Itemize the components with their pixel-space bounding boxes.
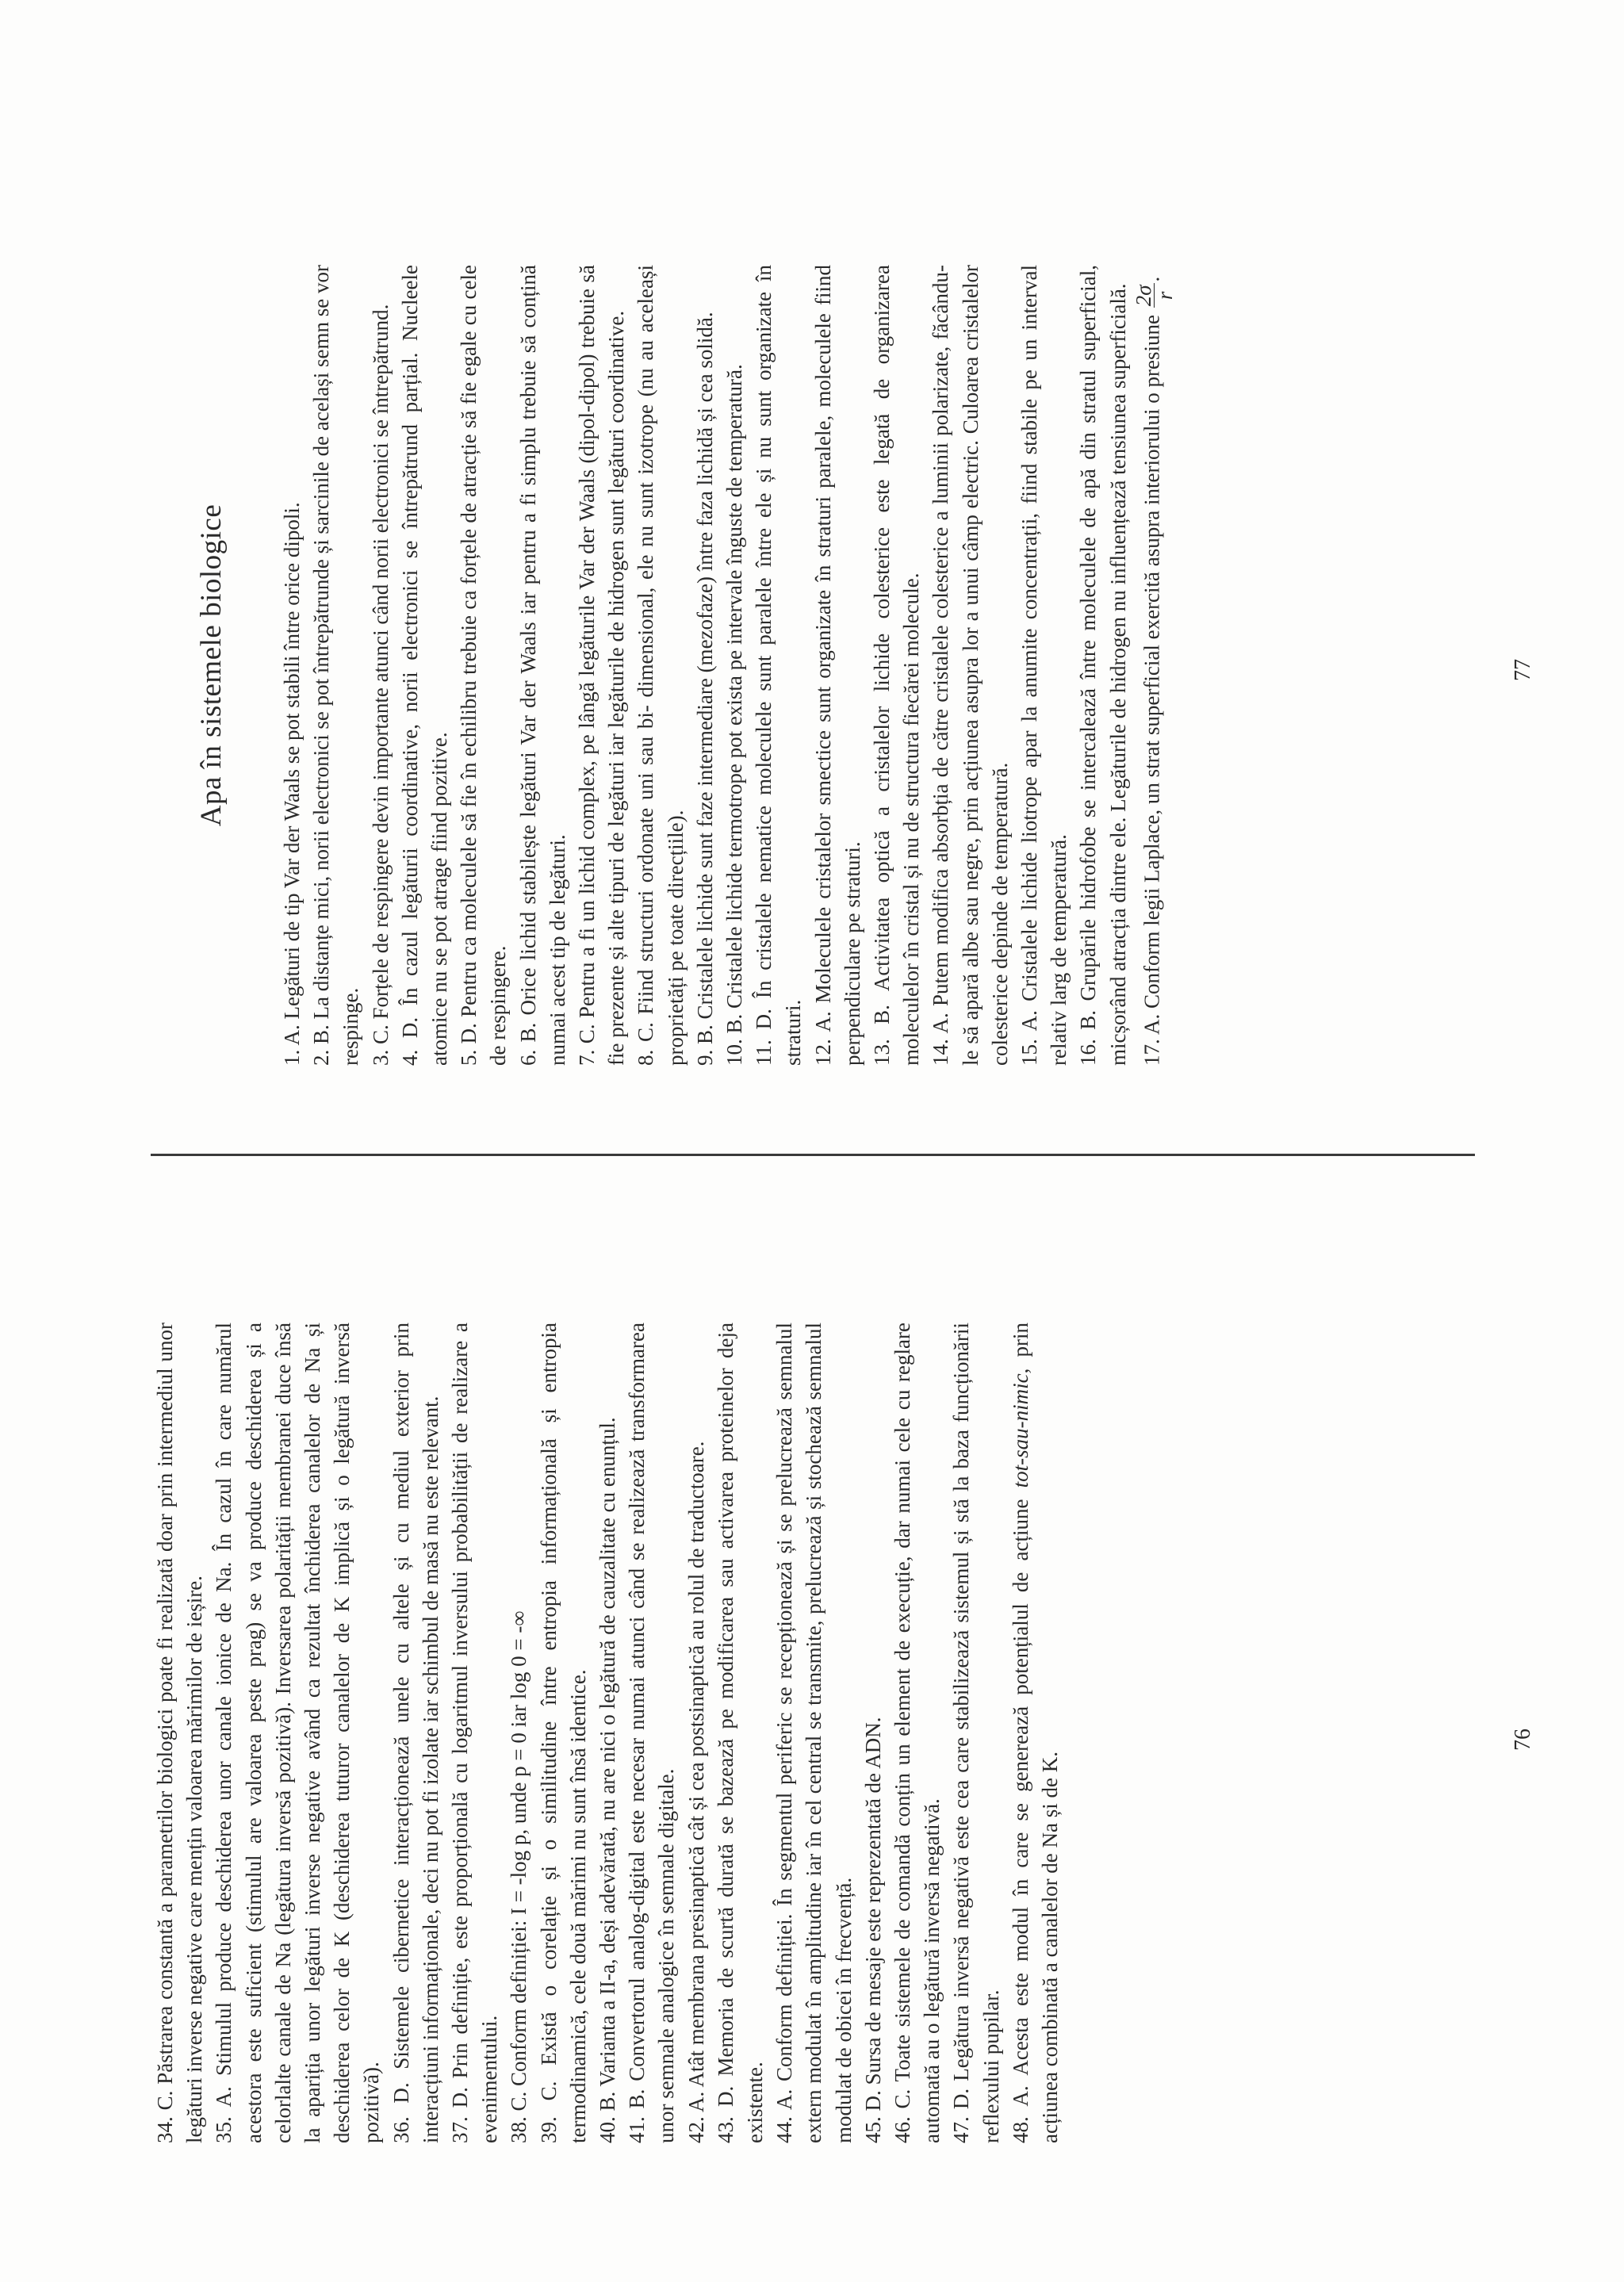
- answer-item: 11. D. În cristalele nematice moleculele sunt paralele între ele și nu sunt organizate în straturi.: [752, 265, 806, 1066]
- answer-item: 5. D. Pentru ca moleculele să fie în echilibru trebuie ca forțele de atracție să fie egale cu cele de respingere.: [457, 265, 511, 1066]
- answer-item: 47. D. Legătura inversă negativă este cea care stabilizează sistemul și stă la baza funcționării reflexului pupilar.: [949, 1323, 1003, 2143]
- section-title: Apa în sistemele biologice: [195, 503, 228, 827]
- answer-48-italic-term: tot-sau-nimic: [1008, 1373, 1032, 1488]
- answer-48-text: 48. A. Acesta este modul în care se generează potențialul de acțiune: [1008, 1499, 1032, 2143]
- answer-item-17: [1133, 265, 1175, 1066]
- page-number-left: 76: [1511, 1729, 1535, 1751]
- answer-48-text-end: , prin acțiunea combinată a canalelor de Na și de K.: [1008, 1322, 1063, 2143]
- left-page: [0, 1141, 1624, 2282]
- answer-item: 4. D. În cazul legăturii coordinative, norii electronici se întrepătrund parțial. Nucleele atomice nu se pot atrage fiind pozitive.: [397, 265, 452, 1066]
- fraction-numerator: 2σ: [1131, 285, 1155, 307]
- answer-item: 42. A. Atât membrana presinaptică cât și cea postsinaptică au rolul de traductoare.: [684, 1441, 708, 2143]
- answer-item: 2. B. La distanțe mici, norii electronici se pot întrepătrunde și sarcinile de același semn se vor respinge.: [309, 265, 363, 1066]
- page-number-right: 77: [1511, 659, 1535, 681]
- answer-item: 1. A. Legături de tip Var der Waals se pot stabili între orice dipoli.: [280, 502, 304, 1066]
- answer-item: 3. C. Forțele de respingere devin importante atunci când norii electronici se întrepătrund.: [368, 304, 393, 1066]
- answer-item: 36. D. Sistemele cibernetice interacționează unele cu altele și cu mediul exterior prin interacțiuni informaționale, deci nu pot fi izolate iar schimbul de masă nu este relevant.: [389, 1323, 442, 2143]
- answer-item: 38. C. Conform definiției: I = -log p, unde p = 0 iar log 0 = -∞: [507, 1610, 531, 2143]
- fraction-denominator: r: [1152, 291, 1177, 301]
- answers-column-right: [278, 265, 1175, 1066]
- answer-item: 44. A. Conform definiției. În segmentul periferic se recepționează și se prelucrează semnalul extern modulat în amplitudine iar în cel central se transmite, prelucrează și stochează semnalul modulat de obicei în frecvență.: [772, 1323, 856, 2143]
- answer-item: 8. C. Fiind structuri ordonate uni sau bi- dimensional, ele nu sunt izotrope (nu au aceleași proprietăți pe toate direcțiile).: [634, 265, 688, 1066]
- book-gutter-divider: [151, 1154, 1475, 1156]
- answer-item: 7. C. Pentru a fi un lichid complex, pe lângă legăturile Var der Waals (dipol-dipol) trebuie să fie prezente și alte tipuri de legături iar legăturile de hidrogen sunt legături coordinative.: [575, 265, 629, 1066]
- answer-item: 14. A. Putem modifica absorbția de către cristalele colesterice a luminii polarizate, făcându-le să apară albe sau negre, prin acțiunea asupra lor a unui câmp electric. Culoarea cristalelor colesterice depinde de temperatură.: [929, 265, 1012, 1066]
- answer-item: 39. C. Există o corelație și o similitudine între entropia informațională și entropia termodinamică, cele două mărimi nu sunt însă identice.: [536, 1323, 590, 2143]
- answer-item: 46. C. Toate sistemele de comandă conțin un element de execuție, dar numai cele cu reglare automată au o legătură inversă negativă.: [891, 1323, 944, 2143]
- answer-item: 37. D. Prin definiție, este proporțională cu logaritmul inversului probabilității de realizare a evenimentului.: [448, 1323, 502, 2143]
- answer-item: 9. B. Cristalele lichide sunt faze intermediare (mezofaze) între faza lichidă și cea solidă.: [692, 312, 717, 1066]
- answers-column-left: [151, 1323, 1065, 2143]
- answer-item: 10. B. Cristalele lichide termotrope pot exista pe intervale înguste de temperatură.: [722, 364, 747, 1066]
- laplace-fraction: [1133, 283, 1175, 308]
- answer-item: 41. B. Convertorul analog-digital este necesar numai atunci când se realizează transformarea unor semnale analogice în semnale digitale.: [625, 1323, 679, 2143]
- answer-item: 16. B. Grupările hidrofobe se intercalează între moleculele de apă din stratul superficial, micșorând atracția dintre ele. Legăturile de hidrogen nu influențează tensiunea superficială.: [1076, 265, 1130, 1066]
- answer-item-48: [1006, 1323, 1065, 2143]
- answer-item: 15. A. Cristalele lichide liotrope apar la anumite concentrații, fiind stabile pe un interval relativ larg de temperatură.: [1017, 265, 1071, 1066]
- answer-item: 34. C. Păstrarea constantă a parametrilor biologici poate fi realizată doar prin intermediul unor legături inverse negative care mențin valoarea mărimilor de ieșire.: [153, 1323, 207, 2143]
- answer-item: 43. D. Memoria de scurtă durată se bazează pe modificarea sau activarea proteinelor deja existente.: [713, 1323, 768, 2143]
- answer-item: 12. A. Moleculele cristalelor smectice sunt organizate în straturi paralele, moleculele fiind perpendiculare pe straturi.: [810, 265, 864, 1066]
- answer-17-text-end: .: [1139, 276, 1164, 282]
- answer-item: 13. B. Activitatea optică a cristalelor lichide colesterice este legată de organizarea moleculelor în cristal și nu de structura fiecărei molecule.: [870, 265, 924, 1066]
- answer-item: 45. D. Sursa de mesaje este reprezentată de ADN.: [860, 1717, 885, 2143]
- answer-item: 6. B. Orice lichid stabilește legături Var der Waals iar pentru a fi simplu trebuie să conțină numai acest tip de legături.: [515, 265, 569, 1066]
- answer-item: 40. B. Varianta a II-a, deși adevărată, nu are nici o legătură de cauzalitate cu enunțul.: [596, 1417, 620, 2143]
- answer-item: 35. A. Stimulul produce deschiderea unor canale ionice de Na. În cazul în care numărul acestora este suficient (stimulul are valoarea peste prag) se va produce deschiderea și a celorlalte canale de Na (legătura inversă pozitivă). Inversarea polarității membranei duce însă la apariția unor legături inverse negative având ca rezultat închiderea canalelor de Na și deschiderea celor de K (deschiderea tuturor canalelor de K implică și o legătură inversă pozitivă).: [212, 1323, 384, 2143]
- answer-17-text: 17. A. Conform legii Laplace, un strat superficial exercită asupra interiorului o presiune: [1139, 315, 1164, 1066]
